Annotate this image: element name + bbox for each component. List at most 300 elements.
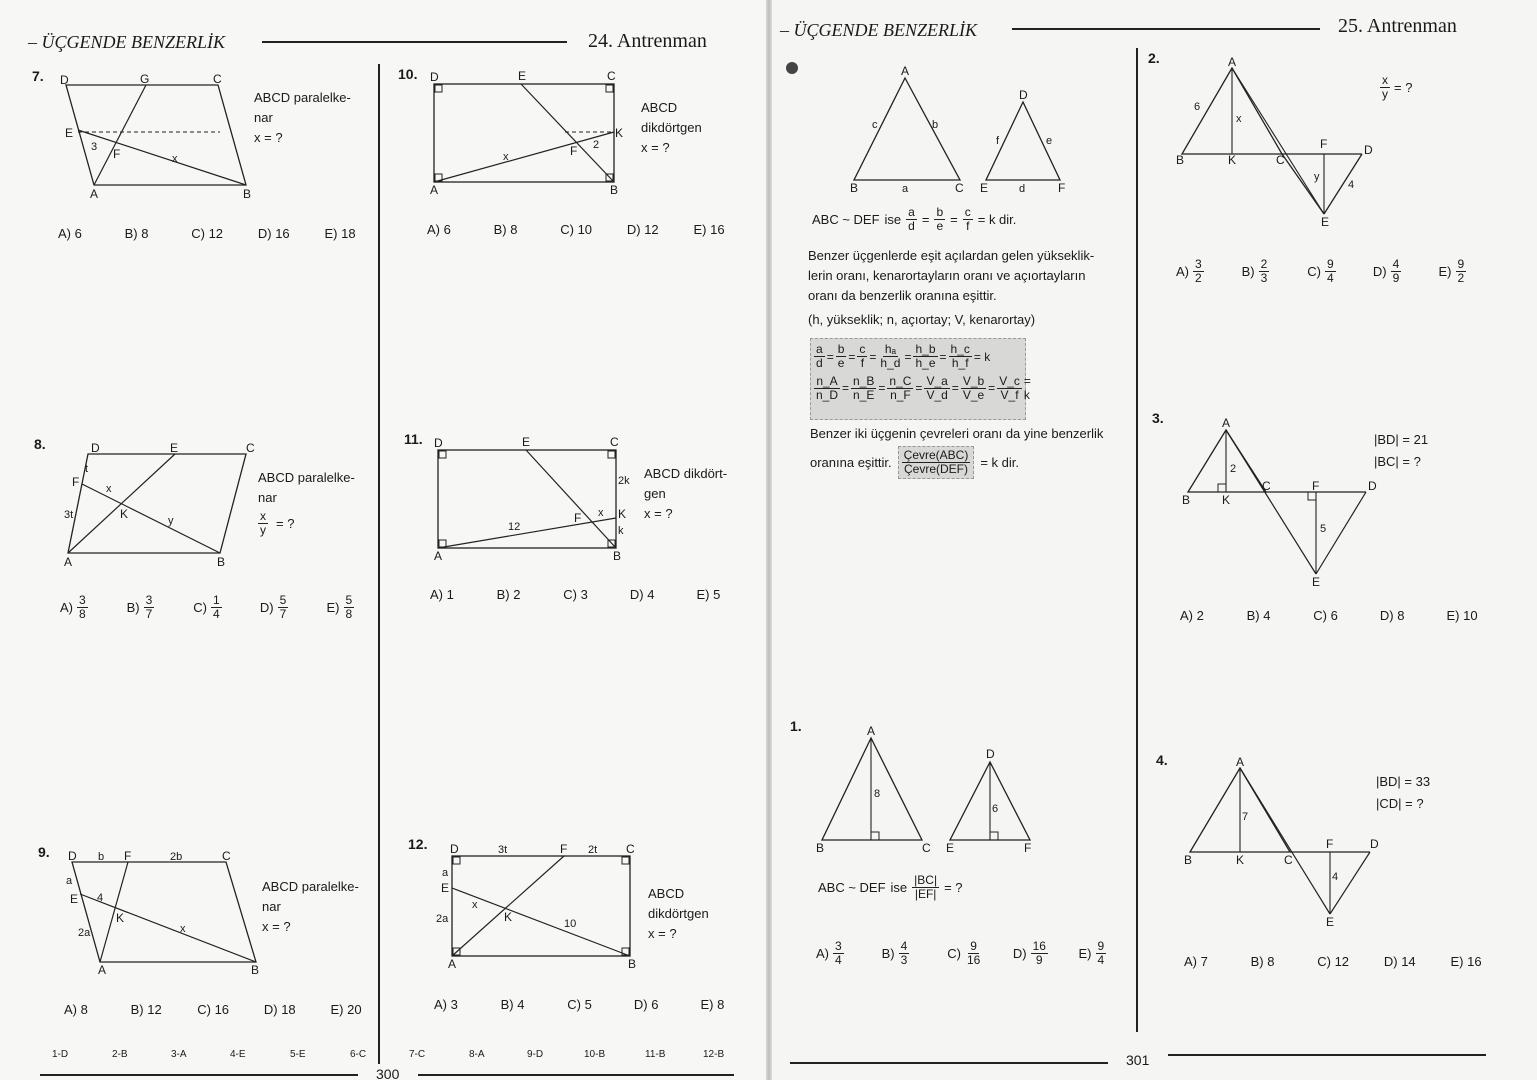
right-header-rule <box>1012 28 1320 30</box>
option-d[interactable]: D) 16 <box>257 226 290 241</box>
frac-den: 7 <box>145 607 153 621</box>
option-a[interactable]: A) 6 <box>427 222 451 237</box>
label-six: 6 <box>992 803 999 815</box>
label-x: x <box>503 151 509 163</box>
ratio-k: = k <box>973 349 991 364</box>
frac-num: c <box>964 205 971 219</box>
frac-den: 2 <box>1457 271 1465 285</box>
option-a[interactable] <box>1176 258 1238 285</box>
q11-text-line1: ABCD dikdört- <box>644 466 728 481</box>
label-e: E <box>518 69 527 83</box>
q11-ask: x = ? <box>644 506 673 521</box>
option-letter: D) <box>259 600 274 615</box>
frac-den: |EF| <box>914 887 937 901</box>
label-e: E <box>1312 575 1321 589</box>
answer-item: 10-B <box>584 1049 606 1060</box>
label-twelve: 12 <box>508 521 521 533</box>
label-b: B <box>613 549 622 563</box>
label-d: D <box>1368 479 1377 493</box>
q11-figure <box>430 434 640 564</box>
label-x: x <box>172 153 178 165</box>
bullet-icon <box>786 62 798 74</box>
question-number: 8. <box>34 436 46 452</box>
label-k: K <box>120 507 129 521</box>
option-d[interactable] <box>260 594 323 621</box>
label-a-len: a <box>442 867 449 879</box>
label-b: B <box>1176 153 1185 167</box>
question-number: 3. <box>1152 410 1164 426</box>
option-e[interactable]: E) 5 <box>696 587 721 602</box>
frac-den: 4 <box>1097 953 1105 967</box>
label-c: C <box>222 849 231 863</box>
label-t: t <box>85 463 89 475</box>
frac-num: 3 <box>835 939 842 953</box>
option-c[interactable] <box>1307 258 1369 285</box>
label-ten: 10 <box>564 918 577 930</box>
q11-options <box>430 587 720 602</box>
label-f: F <box>1326 837 1334 851</box>
label-b: B <box>243 187 252 200</box>
q1-options <box>816 940 1106 967</box>
frac-num: hₐ <box>884 342 896 356</box>
frac-num: n_A <box>816 373 838 388</box>
option-b[interactable] <box>1242 258 1304 285</box>
question-number: 2. <box>1148 50 1160 66</box>
frac-num: n_C <box>889 373 912 388</box>
label-d: D <box>1019 88 1028 102</box>
answer-key <box>0 1049 766 1063</box>
option-b[interactable]: B) 8 <box>1250 954 1275 969</box>
label-y: y <box>1314 171 1320 183</box>
q8-ask-eq: = ? <box>276 515 295 531</box>
option-a[interactable] <box>60 594 123 621</box>
frac-den: y <box>260 523 266 537</box>
frac-den: Çevre(DEF) <box>903 462 968 476</box>
q12-text <box>648 884 709 944</box>
label-e: E <box>65 126 74 140</box>
label-four: 4 <box>1348 179 1355 191</box>
q12-ask: x = ? <box>648 926 677 941</box>
q12-text-line1: ABCD <box>648 886 685 901</box>
label-f: F <box>570 144 578 158</box>
right-column-divider <box>1136 48 1138 1032</box>
q7-figure <box>50 70 260 200</box>
frac-den: 2 <box>1195 271 1202 285</box>
label-f: F <box>72 475 80 489</box>
theory-line: (h, yükseklik; n, açıortay; V, kenarortay) <box>808 312 1036 327</box>
label-a: A <box>867 724 876 738</box>
q7-text-line1: ABCD paralelke- <box>254 90 351 105</box>
side-f: f <box>996 135 1000 147</box>
label-d: D <box>68 849 77 863</box>
option-d[interactable]: D) 14 <box>1383 954 1416 969</box>
frac-den: 4 <box>1326 271 1334 285</box>
label-four: 4 <box>1332 871 1339 883</box>
q3-given <box>1374 430 1428 472</box>
label-y: y <box>168 515 174 527</box>
perimeter-formula <box>810 446 1019 479</box>
answer-item: 5-E <box>290 1049 306 1060</box>
frac-num: 1 <box>212 593 220 607</box>
option-c[interactable] <box>947 940 1009 967</box>
label-d: D <box>450 842 459 856</box>
label-a: A <box>1236 756 1245 769</box>
option-b[interactable]: B) 12 <box>130 1002 162 1017</box>
q9-text <box>262 877 359 937</box>
frac-num: h_c <box>950 342 970 356</box>
q10-options <box>427 222 725 237</box>
frac-den: f <box>966 219 970 233</box>
theory-paragraph <box>808 246 1128 330</box>
label-b: B <box>628 957 637 970</box>
frac-num: b <box>936 205 944 219</box>
label-b-len: b <box>98 851 105 863</box>
q9-ask: x = ? <box>262 919 291 934</box>
label-e: E <box>1326 915 1335 929</box>
q8-ask <box>258 510 355 537</box>
label-c: C <box>1276 153 1285 167</box>
frac-num: 5 <box>279 593 287 607</box>
option-c[interactable]: C) 16 <box>197 1002 230 1017</box>
frac-num: V_c <box>999 373 1020 388</box>
option-c[interactable]: C) 10 <box>560 222 593 237</box>
option-e[interactable] <box>1439 258 1467 285</box>
q4-options <box>1184 954 1482 969</box>
frac-den: 8 <box>345 607 353 621</box>
label-c: C <box>955 181 964 195</box>
frac-num: 9 <box>970 939 977 953</box>
right-header-title: – ÜÇGENDE BENZERLİK <box>780 20 978 40</box>
side-a: a <box>902 183 909 195</box>
answer-item: 6-C <box>350 1049 367 1060</box>
right-page-number: 301 <box>1126 1052 1150 1068</box>
frac-den: 4 <box>835 953 842 967</box>
answer-item: 1-D <box>52 1049 69 1060</box>
label-a: A <box>448 957 457 970</box>
option-d[interactable]: D) 4 <box>629 587 655 602</box>
answer-item: 11-B <box>645 1049 666 1060</box>
label-f: F <box>124 849 132 863</box>
option-c[interactable]: C) 3 <box>563 587 588 602</box>
label-3t: 3t <box>498 844 508 856</box>
option-e[interactable]: E) 20 <box>330 1002 362 1017</box>
label-2a: 2a <box>78 927 91 939</box>
question-number: 1. <box>790 718 802 734</box>
q9-figure <box>60 846 270 980</box>
label-f: F <box>560 842 568 856</box>
left-footer-rule <box>40 1074 358 1076</box>
option-letter: B) <box>126 600 140 615</box>
option-d[interactable]: D) 6 <box>633 997 659 1012</box>
q8-options <box>60 594 354 621</box>
q3-given-1: |BD| = 21 <box>1374 432 1429 447</box>
label-b: B <box>1184 853 1193 867</box>
frac-den: d <box>908 219 915 233</box>
q10-figure <box>425 68 635 198</box>
similarity-lhs: ABC ~ DEF <box>812 212 880 227</box>
answer-item: 12-B <box>703 1049 725 1060</box>
option-e[interactable] <box>1079 940 1107 967</box>
option-b[interactable]: B) 8 <box>493 222 518 237</box>
option-letter: D) <box>1012 946 1027 961</box>
frac-num: 2 <box>1260 257 1268 271</box>
frac-den: e <box>936 219 944 233</box>
right-header-right: 25. Antrenman <box>1338 15 1457 37</box>
label-g: G <box>140 72 150 86</box>
left-column-divider <box>378 64 380 1064</box>
label-five: 5 <box>1320 523 1327 535</box>
option-letter: E) <box>1438 264 1452 279</box>
question-number: 11. <box>404 431 423 447</box>
similarity-formula: ABC ~ DEF ise $\frac{a}{d}$ = $\frac{b}{e}$ = $\frac{c}{f}$ = k dir. <box>812 205 1017 233</box>
frac-den: n_E <box>853 387 875 402</box>
label-d: D <box>60 73 69 87</box>
question-number: 9. <box>38 844 50 860</box>
frac-num: a <box>816 342 823 356</box>
label-a: A <box>98 963 107 977</box>
answer-item: 2-B <box>112 1049 128 1060</box>
option-a[interactable] <box>816 940 878 967</box>
label-2a: 2a <box>436 913 449 925</box>
label-x: x <box>1236 113 1242 125</box>
similarity-tail: = k dir. <box>977 212 1017 227</box>
q7-options <box>58 226 356 241</box>
label-d: D <box>430 70 439 84</box>
frac-num: 3 <box>145 593 153 607</box>
frac-num: 9 <box>1097 939 1105 953</box>
label-a: A <box>434 549 443 563</box>
label-d: D <box>91 441 100 455</box>
frac-den: 4 <box>212 607 220 621</box>
label-k: K <box>618 507 627 521</box>
option-e[interactable]: E) 8 <box>700 997 725 1012</box>
frac-den: 9 <box>1392 271 1400 285</box>
label-six: 6 <box>1194 101 1201 113</box>
option-letter: C) <box>193 600 207 615</box>
option-letter: A) <box>60 600 73 615</box>
frac-num: c <box>859 342 866 356</box>
label-2k: 2k <box>618 475 630 487</box>
q8-text-line2: nar <box>258 490 277 505</box>
label-f: F <box>1320 137 1328 151</box>
frac-num: 9 <box>1326 257 1334 271</box>
q9-text-line2: nar <box>262 899 281 914</box>
label-f: F <box>574 511 582 525</box>
option-e[interactable]: E) 16 <box>693 222 725 237</box>
option-a[interactable]: A) 7 <box>1184 954 1208 969</box>
label-b: B <box>1182 493 1191 507</box>
q12-figure <box>436 840 646 970</box>
option-b[interactable] <box>882 940 944 967</box>
q10-text <box>641 98 702 158</box>
label-two: 2 <box>593 139 600 151</box>
side-c: c <box>872 119 878 131</box>
frac-den: 8 <box>79 607 86 621</box>
side-b: b <box>932 119 939 131</box>
q4-given <box>1376 772 1430 814</box>
q1-ask <box>818 874 963 901</box>
option-e[interactable]: E) 16 <box>1450 954 1482 969</box>
label-2b: 2b <box>170 851 183 863</box>
frac-num: V_b <box>962 373 985 388</box>
q4-given-2: |CD| = ? <box>1376 796 1424 811</box>
option-a[interactable]: A) 6 <box>58 226 82 241</box>
frac-num: 16 <box>1032 939 1046 953</box>
option-d[interactable]: D) 18 <box>263 1002 296 1017</box>
label-two: 2 <box>1230 463 1237 475</box>
label-b: B <box>816 841 825 855</box>
left-header-rule <box>262 41 567 43</box>
label-a: A <box>1222 416 1231 430</box>
label-e: E <box>70 892 79 906</box>
answer-item: 7-C <box>409 1049 426 1060</box>
option-letter: B) <box>881 946 895 961</box>
frac-den: 7 <box>279 607 287 621</box>
q4-given-1: |BD| = 33 <box>1376 774 1431 789</box>
label-x: x <box>598 507 604 519</box>
option-b[interactable] <box>127 594 190 621</box>
label-x: x <box>180 923 186 935</box>
label-k: K <box>615 126 624 140</box>
option-d[interactable]: D) 8 <box>1379 608 1405 623</box>
ratio-k: = k <box>1023 374 1031 402</box>
answer-item: 3-A <box>171 1049 187 1060</box>
frac-den: 16 <box>966 953 981 967</box>
label-three: 3 <box>91 141 98 153</box>
label-a: A <box>90 187 99 200</box>
q1-ask-tail: = ? <box>944 880 963 895</box>
option-b[interactable]: B) 4 <box>500 997 525 1012</box>
label-a-len: a <box>66 875 73 887</box>
q2-ask <box>1380 74 1412 101</box>
frac-den: 9 <box>1035 953 1043 967</box>
option-d[interactable] <box>1013 940 1075 967</box>
label-d: D <box>986 747 995 761</box>
option-a[interactable]: A) 1 <box>430 587 454 602</box>
perimeter-box <box>898 446 975 479</box>
q11-text <box>644 464 727 524</box>
q9-text-line1: ABCD paralelke- <box>262 879 359 894</box>
option-c[interactable]: C) 12 <box>1317 954 1350 969</box>
label-c: C <box>610 435 619 449</box>
left-header-right: 24. Antrenman <box>588 30 707 52</box>
option-c[interactable]: C) 5 <box>567 997 592 1012</box>
option-c[interactable] <box>193 594 256 621</box>
frac-den: d <box>816 356 823 370</box>
label-c: C <box>213 72 222 86</box>
q3-figure <box>1180 414 1380 590</box>
left-header-title: – ÜÇGENDE BENZERLİK <box>28 32 226 52</box>
question-number: 10. <box>398 66 418 82</box>
option-a[interactable]: A) 2 <box>1180 608 1204 623</box>
frac-num: 4 <box>1392 257 1400 271</box>
option-b[interactable]: B) 2 <box>496 587 521 602</box>
label-k-len: k <box>618 525 624 537</box>
frac-den: 3 <box>900 953 908 967</box>
q1-ask-lhs: ABC ~ DEF <box>818 880 886 895</box>
label-k: K <box>116 911 125 925</box>
option-e[interactable]: E) 18 <box>324 226 356 241</box>
label-c: C <box>1262 479 1271 493</box>
left-page-number: 300 <box>376 1066 400 1080</box>
label-e: E <box>170 441 179 455</box>
left-page <box>0 0 766 1080</box>
option-c[interactable]: C) 12 <box>191 226 224 241</box>
q2-options <box>1176 258 1466 285</box>
frac-num: Çevre(ABC) <box>903 448 969 462</box>
label-2t: 2t <box>588 844 598 856</box>
label-x: x <box>106 483 112 495</box>
side-d: d <box>1019 183 1026 195</box>
frac-num: V_a <box>926 373 948 388</box>
frac-num: x <box>1382 73 1388 87</box>
label-three-t: 3t <box>64 509 74 521</box>
label-four: 4 <box>97 892 104 904</box>
label-c: C <box>246 441 255 455</box>
q8-text <box>258 468 355 537</box>
q1-figure <box>812 722 1042 857</box>
frac-den: 3 <box>1260 271 1268 285</box>
label-k: K <box>1236 853 1245 867</box>
frac-num: h_b <box>915 342 936 356</box>
frac-num: 3 <box>79 593 86 607</box>
frac-den: n_F <box>890 387 911 402</box>
q4-figure <box>1182 756 1382 932</box>
option-c[interactable]: C) 6 <box>1313 608 1338 623</box>
q7-ask: x = ? <box>254 130 283 145</box>
question-number: 7. <box>32 68 44 84</box>
theory-line: Benzer üçgenlerde eşit açılardan gelen yükseklik- <box>808 248 1095 263</box>
option-letter: D) <box>1372 264 1387 279</box>
frac-den: f <box>860 356 865 370</box>
similarity-ise: ise <box>884 212 902 227</box>
q11-text-line2: gen <box>644 486 666 501</box>
right-footer-rule <box>790 1062 1108 1064</box>
option-a[interactable]: A) 3 <box>434 997 458 1012</box>
option-letter: A) <box>816 946 829 961</box>
q12-options <box>434 997 724 1012</box>
frac-den: h_d <box>880 356 901 370</box>
frac-num: 5 <box>345 593 353 607</box>
option-letter: B) <box>1241 264 1255 279</box>
option-d[interactable] <box>1373 258 1435 285</box>
answer-item: 9-D <box>527 1049 544 1060</box>
option-d[interactable]: D) 12 <box>626 222 659 237</box>
label-b: B <box>217 555 226 569</box>
frac-den: V_e <box>962 387 985 402</box>
theory-line: oranı da benzerlik oranına eşittir. <box>808 288 997 303</box>
option-b[interactable]: B) 8 <box>124 226 149 241</box>
label-c: C <box>1284 853 1293 867</box>
label-k: K <box>1222 493 1231 507</box>
q7-text-line2: nar <box>254 110 273 125</box>
option-e[interactable]: E) 10 <box>1446 608 1478 623</box>
frac-den: V_f <box>1000 387 1019 402</box>
perimeter-tail: = k dir. <box>980 455 1020 470</box>
option-e[interactable] <box>327 594 355 621</box>
q10-text-line2: dikdörtgen <box>641 120 702 135</box>
label-c: C <box>607 69 616 83</box>
label-e: E <box>441 881 450 895</box>
label-b: B <box>850 181 859 195</box>
q9-options <box>64 1002 362 1017</box>
right-page <box>772 0 1537 1080</box>
label-c: C <box>922 841 931 855</box>
option-letter: E) <box>1078 946 1092 961</box>
side-e: e <box>1046 135 1053 147</box>
option-a[interactable]: A) 8 <box>64 1002 88 1017</box>
option-b[interactable]: B) 4 <box>1246 608 1271 623</box>
